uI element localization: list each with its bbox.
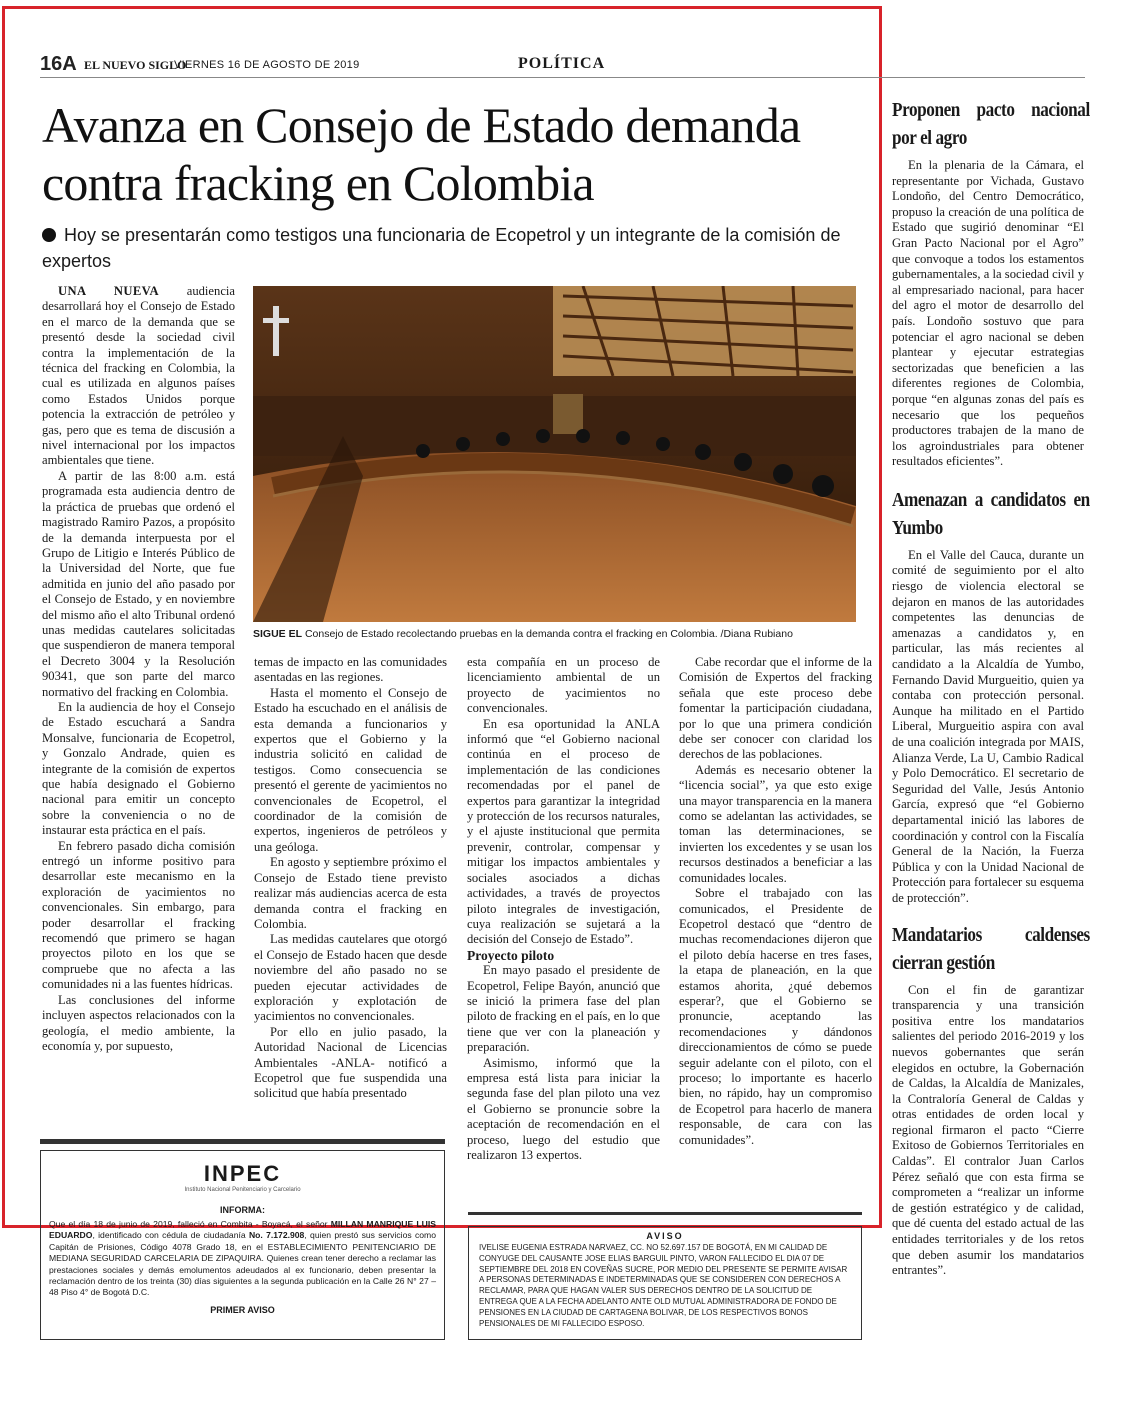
paragraph: esta compañía en un proceso de licenciamiento ambiental de un proyecto de yacimientos no convencionales. (467, 655, 660, 716)
paragraph-text: audiencia desarrollará hoy el Consejo de Estado en el marco de la demanda que se presentó desde la sociedad civil contra la implementación de la técnica del fracking en Colombia, la cual es utilizada en algunos países como Estados Unidos porque potencia la extracción de petróleo y gas, pero que es tema de discusión a nivel internacional por los impactos ambientales que tiene. (42, 284, 235, 468)
sidebar-title: Amenazan a candidatos en Yumbo (892, 488, 1090, 539)
paragraph: Sobre el trabajado con las comunicados, el Presidente de Ecopetrol destacó que “dentro de muchas recomendaciones dijeron que el piloto debía hacerse en tres fases, la etapa de planeación, en la que estamos ahorita, ¿qué debemos esperar?, que el Gobierno se pronuncie, aceptando las recomendaciones y dándonos direccionamientos de cómo se puede seguir adelante con el piloto, con el proceso; lo importante es hacerlo bien, no rápido, hay un compromiso de Ecopetrol para hacerlo de manera responsable, de cara con las comunidades”. (679, 886, 872, 1147)
issue-date: VIERNES 16 DE AGOSTO DE 2019 (174, 59, 360, 71)
aviso-notice (468, 1226, 862, 1340)
ad-top-rule (40, 1139, 445, 1144)
notice-text-part: Que el día 18 de junio de 2019, falleció en Combita - Boyacá, el señor (49, 1219, 328, 1229)
paragraph: En la audiencia de hoy el Consejo de Estado escuchará a Sandra Monsalve, funcionaria de Ecopetrol, y Gonzalo Andrade, quien es integrante de la comisión de expertos que había designado el Gobierno nacional para emitir un concepto sobre la conveniencia o no de instaurar esta práctica en el país. (42, 699, 235, 838)
article-column-3 (467, 655, 660, 1163)
sidebar (892, 96, 1090, 1279)
newspaper-name: EL NUEVO SIGLO (84, 58, 187, 72)
section-name: POLÍTICA (518, 55, 606, 72)
page-number: 16A (40, 53, 77, 75)
notice-text-part: , quien prestó sus servicios como Capitán de Prisiones, Código 4078 Grado 18, en el ESTABLECIMIENTO PENITENCIARIO DE MEDIANA SEGURIDAD CARCELARIA DE ZIPAQUIRA. Quienes crean tener derecho a reclamar las prestaciones sociales y demás emolumentos adeudados al ex funcionario, deben presentar la reclamación dentro de los treinta (30) días siguientes a la segunda publicación en la Calle 26 N° 27 – 48 Piso 4° de Bogotá D.C. (49, 1230, 436, 1298)
caption-text: Consejo de Estado recolectando pruebas en la demanda contra el fracking en Colombia. /Diana Rubiano (304, 628, 793, 640)
paragraph: Asimismo, informó que la empresa está lista para iniciar la segunda fase del plan piloto una vez el Gobierno se pronuncie sobre la aceptación de recomendación en el proceso, luego del estudio que realizaron 13 expertos. (467, 1055, 660, 1162)
article-column-2 (254, 655, 447, 1102)
paragraph: En esa oportunidad la ANLA informó que “el Gobierno nacional continúa en el proceso de implementación de las condiciones recomendadas por el panel de expertos para garantizar la integridad y protección de los recursos naturales, y el ajuste institucional que permita prevenir, controlar, compensar y mitigar los impactos ambientales y sociales asociados a dichas actividades, a través de proyectos piloto integrales de investigación, cuya realización se sujetará a la decisión del Consejo de Estado”. (467, 716, 660, 947)
courtroom-photo (253, 286, 856, 622)
page-header (40, 53, 1085, 78)
paragraph: Las conclusiones del informe incluyen aspectos relacionados con la geología, el medio ambiente, la economía y, por supuesto, (42, 992, 235, 1053)
sidebar-body: Con el fin de garantizar transparencia y una transición positiva entre los mandatarios salientes del periodo 2016-2019 y los nuevos gobernantes que serán elegidos en octubre, la Gobernación de Caldas, la Alcaldía de Manizales, la Contraloría General de Caldas y otras entidades de orden local y regional firmaron el pacto “Cierre Exitoso de Gobiernos Territoriales en Caldas”. El contralor Juan Carlos Pérez señaló que con esta firma se comprometen a “realizar un informe de gestión estratégico y de calidad, que dé cuenta del estado actual de las entidades territoriales y de los retos que deben asumir los mandatarios entrantes”. (892, 982, 1084, 1278)
aviso-title: AVISO (646, 1231, 684, 1241)
bullet-icon (42, 228, 56, 242)
deceased-name: MILLAN MANRIQUE LUIS EDUARDO (49, 1219, 436, 1241)
paragraph: En agosto y septiembre próximo el Consejo de Estado tiene previsto realizar más audiencias acerca de esta demanda contra el fracking en Colombia. (254, 855, 447, 931)
inpec-notice (40, 1150, 445, 1340)
inpec-logo: INPEC (203, 1161, 282, 1186)
sidebar-body: En la plenaria de la Cámara, el representante por Vichada, Gustavo Londoño, del Centro Democrático, propuso la creación de una política de Estado que sugirió denominar “El Gran Pacto Nacional por el Agro” que convoque a todos los estamentos gubernamentales, a la sociedad civil y al empresariado nacional, para hacer del agro el motor de desarrollo del país. Londoño sostuvo que para potenciar el agro nacional se deben plantear y ejecutar estrategias sectorizadas que beneficien a las diferentes regiones de Colombia, porque “en algunas zonas del país es necesario que los pequeños productores trabajen de la mano de los agroindustriales para obtener resultados eficientes”. (892, 158, 1084, 469)
article-column-4 (679, 655, 872, 1148)
paragraph: temas de impacto en las comunidades asentadas en las regiones. (254, 655, 447, 685)
paragraph: Además es necesario obtener la “licencia social”, ya que esto exige una mayor transparencia en la manera como se adelantan las actividades, se toman las determinaciones, se invierten los excedentes y se usan los recursos destinados a beneficiar a las comunidades locales. (679, 762, 872, 885)
inpec-footer: PRIMER AVISO (210, 1304, 275, 1315)
subheading: Proyecto piloto (467, 947, 555, 963)
sidebar-body: En el Valle del Cauca, durante un comité de seguimiento por el alto riesgo de violencia electoral se dejaron en manos de las autoridades competentes las denuncias de amenazas a candidatos y, en particular, las más recientes al candidato a la Alcaldía de Yumbo, Fernando David Murgueitio, quien ya contaba con protección personal. Aunque ha militado en el Partido Liberal, Murgueitio aspira con aval de una coalición integrada por MAIS, Alianza Verde, La U, Cambio Radical y Polo Democrático. El secretario de Seguridad del Valle, Jesús Antonio García, expresó que “el Gobierno departamental inició las labores de coordinación y control con la Fiscalía General de la Nación, la Fuerza Pública y con la Unidad Nacional de Protección para fortalecer su esquema de protección”. (892, 547, 1084, 905)
inpec-informa: INFORMA: (220, 1205, 265, 1215)
paragraph: A partir de las 8:00 a.m. está programada esta audiencia dentro de la práctica de pruebas que ordenó el magistrado Ramiro Pazos, a propósito de la demanda interpuesta por el Grupo de Litigio e Interés Público de la Universidad del Norte, que fue admitida en junio del año pasado por el Consejo de Estado, y en noviembre del mismo año el alto Tribunal ordenó unas medidas cautelares solicitadas que suspendieron de manera temporal el Decreto 3004 y la Resolución 90341, que son parte del marco normativo del fracking en Colombia. (42, 468, 235, 699)
notice-text-part: , identificado con cédula de ciudadanía (92, 1230, 246, 1241)
caption-lead: SIGUE EL (253, 628, 303, 640)
sidebar-title: Mandatarios caldenses cierran gestión (892, 923, 1090, 974)
paragraph (42, 284, 235, 469)
photo-caption (253, 628, 863, 640)
lead-word: UNA NUEVA (58, 284, 160, 298)
paragraph: Hasta el momento el Consejo de Estado ha escuchado en el análisis de esta demanda a funcionarios y expertos que el Gobierno y la industria solicitó en calidad de testigos. Como consecuencia se presentó el gerente de yacimientos no convencionales de Ecopetrol, el coordinador de la comisión de expertos, ingenieros de petróleos y una geóloga. (254, 685, 447, 854)
deck (42, 222, 862, 274)
paragraph: Por ello en julio pasado, la Autoridad Nacional de Licencias Ambientales -ANLA- notificó a Ecopetrol que fue suspendida una solicitud que había presentado (254, 1024, 447, 1101)
inpec-logo-sub: Instituto Nacional Penitenciario y Carcelario (184, 1187, 301, 1193)
inpec-notice-text (49, 1219, 436, 1299)
paragraph: Las medidas cautelares que otorgó el Consejo de Estado hacen que desde noviembre del año pasado no se pueden ejecutar actividades de exploración y explotación de yacimientos no convencionales. (254, 932, 447, 1024)
paragraph: Cabe recordar que el informe de la Comisión de Expertos del fracking señala que este proceso debe fomentar la participación ciudadana, por lo que una primera condición debe ser conocer con claridad los derechos de las poblaciones. (679, 655, 872, 762)
deck-text: Hoy se presentarán como testigos una funcionaria de Ecopetrol y un integrante de la comisión de expertos (42, 225, 841, 271)
sidebar-title: Proponen pacto nacional por el agro (892, 99, 1090, 149)
paragraph: En febrero pasado dicha comisión entregó un informe positivo para desarrollar este mecanismo en la exploración de yacimientos no convencionales. Sin embargo, para poder desarrollar el fracking recomendó que primero se hagan proyectos piloto en los que se compruebe que no afecta a las comunidades ni a las fuentes hídricas. (42, 838, 235, 992)
headline: Avanza en Consejo de Estado demanda contra fracking en Colombia (42, 97, 801, 211)
article-column-1 (42, 284, 235, 1054)
paragraph: En mayo pasado el presidente de Ecopetrol, Felipe Bayón, anunció que se inició la primera fase del plan piloto de fracking en el país, en lo que tiene que ver con la planeación y preparación. (467, 963, 660, 1055)
aviso-top-rule (468, 1212, 862, 1215)
aviso-text: IVELISE EUGENIA ESTRADA NARVAEZ, CC. NO 52.697.157 DE BOGOTÁ, EN MI CALIDAD DE CONYUGE DEL CAUSANTE JOSE ELIAS BARGUIL PINTO, VARON FALLECIDO EL DIA 07 DE SEPTIEMBRE DEL 2018 EN COVEÑAS SUCRE, POR MEDIO DEL PRESENTE SE PERMITE AVISAR A PERSONAS DETERMINADAS E INDETERMINADAS QUE SE CONSIDEREN CON DERECHOS A RECLAMAR, PARA QUE HAGAN VALER SUS DERECHOS DENTRO DE LA SOLICITUD DE ENTREGA QUE A LA FECHA ADELANTO ANTE OLD MUTUAL ADMINISTRADORA DE FONDO DE PENSIONES EN LA CIUDAD DE CARTAGENA BOLIVAR, DE LOS RESPECTIVOS BONOS PENSIONALES DE MI FALLECIDO ESPOSO. (479, 1243, 848, 1328)
photo-illustration (253, 286, 856, 622)
id-number: No. 7.172.908 (248, 1230, 305, 1241)
